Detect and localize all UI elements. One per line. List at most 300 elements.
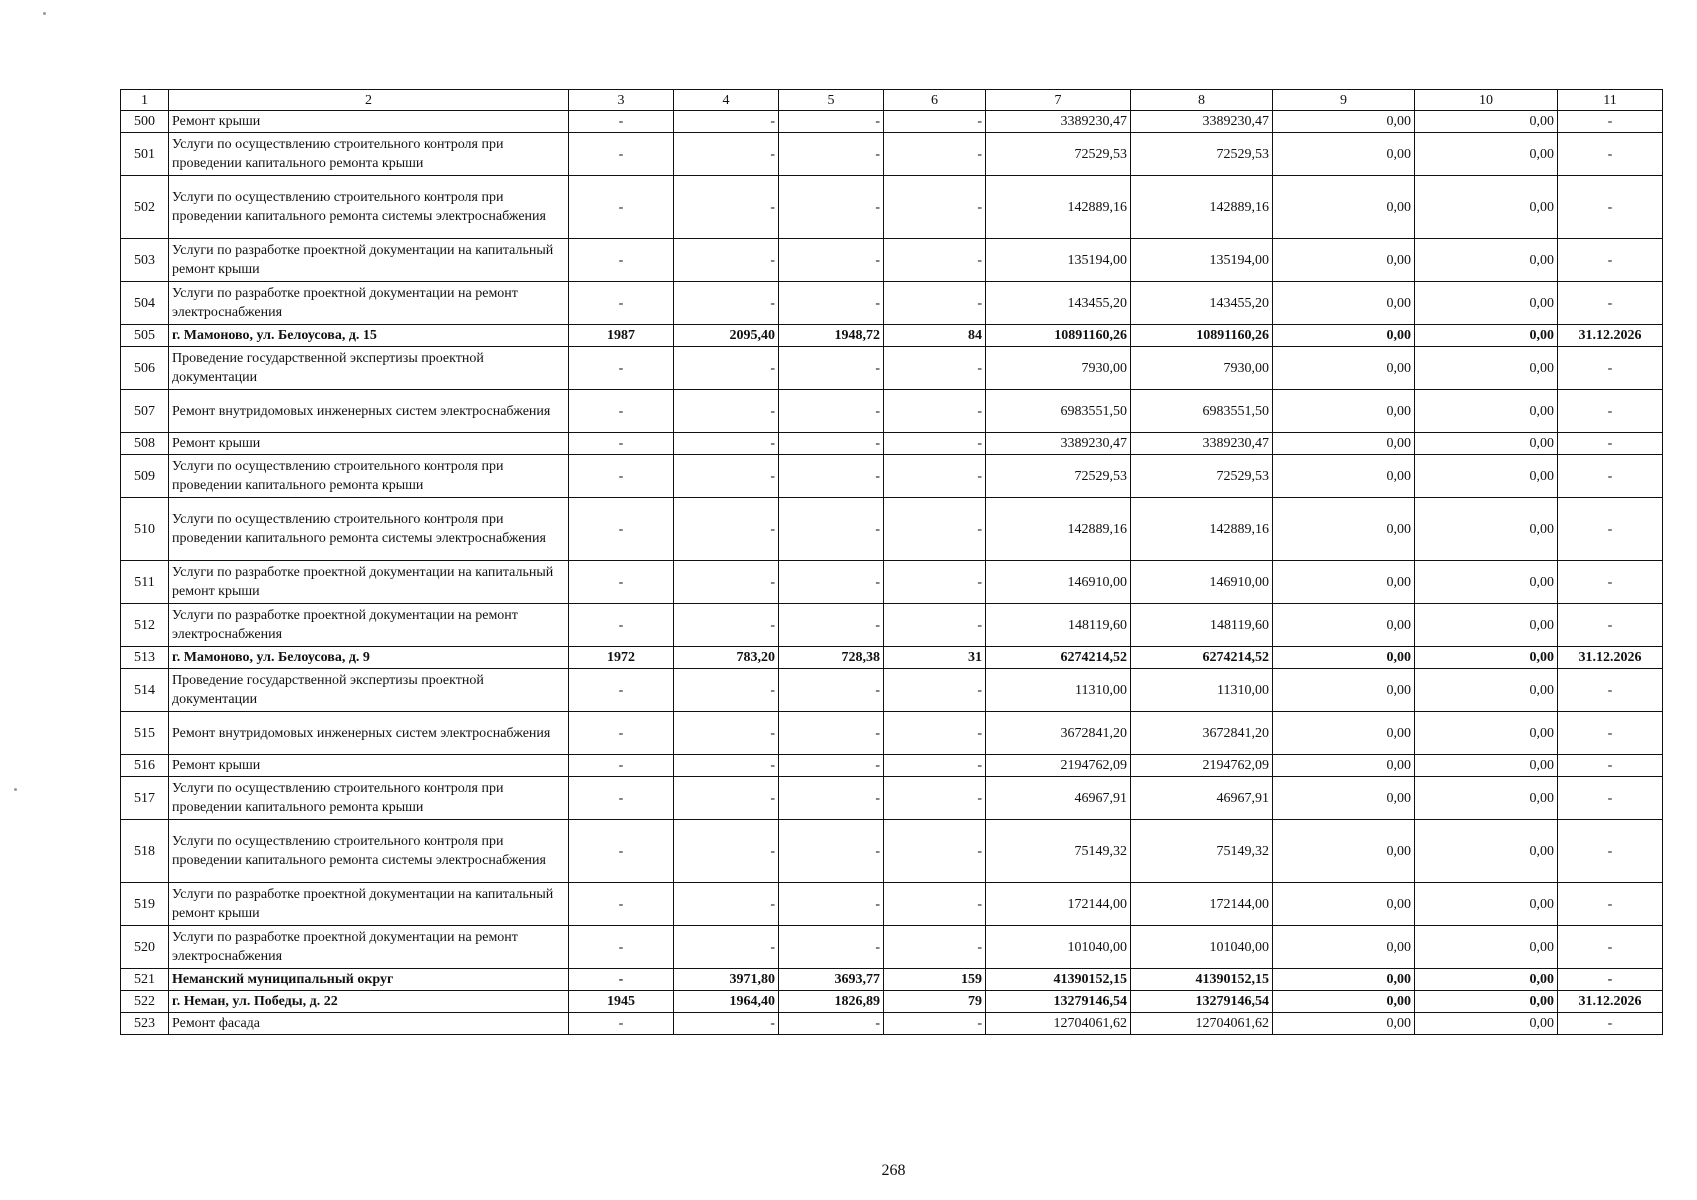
col-11-cell: - (1558, 926, 1663, 969)
col-7-cell: 7930,00 (986, 347, 1131, 390)
table-body (121, 111, 1663, 1035)
col-6-cell: - (884, 669, 986, 712)
col-9-cell: 0,00 (1273, 991, 1415, 1013)
col-4-cell: - (674, 176, 779, 239)
col-11-cell: - (1558, 969, 1663, 991)
col-10-cell: 0,00 (1415, 604, 1558, 647)
col-10-cell: 0,00 (1415, 111, 1558, 133)
work-name-cell: Услуги по разработке проектной документации на ремонт электроснабжения (169, 926, 569, 969)
row-number-cell: 517 (121, 777, 169, 820)
work-name-cell: Неманский муниципальный округ (169, 969, 569, 991)
col-11-cell: - (1558, 111, 1663, 133)
work-name-cell: Услуги по осуществлению строительного контроля при проведении капитального ремонта системы электроснабжения (169, 176, 569, 239)
col-6-cell: 84 (884, 325, 986, 347)
col-6-cell: - (884, 755, 986, 777)
col-3-cell: - (569, 669, 674, 712)
col-5-cell: - (779, 282, 884, 325)
col-9-cell: 0,00 (1273, 111, 1415, 133)
col-4-cell: - (674, 820, 779, 883)
col-6-cell: - (884, 133, 986, 176)
col-6-cell: - (884, 433, 986, 455)
header-cell: 6 (884, 90, 986, 111)
col-11-cell: - (1558, 777, 1663, 820)
col-10-cell: 0,00 (1415, 282, 1558, 325)
col-8-cell: 135194,00 (1131, 239, 1273, 282)
col-9-cell: 0,00 (1273, 669, 1415, 712)
table-row (121, 883, 1663, 926)
col-3-cell: - (569, 133, 674, 176)
col-6-cell: - (884, 111, 986, 133)
col-5-cell: - (779, 498, 884, 561)
col-11-cell: 31.12.2026 (1558, 991, 1663, 1013)
col-6-cell: - (884, 239, 986, 282)
col-3-cell: - (569, 176, 674, 239)
col-5-cell: - (779, 777, 884, 820)
col-11-cell: - (1558, 561, 1663, 604)
col-5-cell: - (779, 604, 884, 647)
col-3-cell: - (569, 926, 674, 969)
col-6-cell: - (884, 604, 986, 647)
col-3-cell: - (569, 561, 674, 604)
col-9-cell: 0,00 (1273, 433, 1415, 455)
col-7-cell: 3672841,20 (986, 712, 1131, 755)
col-10-cell: 0,00 (1415, 883, 1558, 926)
table-row (121, 347, 1663, 390)
col-5-cell: - (779, 1013, 884, 1035)
header-cell: 3 (569, 90, 674, 111)
col-10-cell: 0,00 (1415, 647, 1558, 669)
col-3-cell: - (569, 712, 674, 755)
work-name-cell: Услуги по разработке проектной документации на ремонт электроснабжения (169, 282, 569, 325)
col-11-cell: - (1558, 455, 1663, 498)
table-row (121, 755, 1663, 777)
col-4-cell: - (674, 433, 779, 455)
row-number-cell: 519 (121, 883, 169, 926)
col-8-cell: 3389230,47 (1131, 433, 1273, 455)
table-row (121, 498, 1663, 561)
col-11-cell: - (1558, 433, 1663, 455)
col-11-cell: - (1558, 669, 1663, 712)
col-4-cell: - (674, 498, 779, 561)
col-11-cell: - (1558, 604, 1663, 647)
col-3-cell: - (569, 883, 674, 926)
col-6-cell: - (884, 390, 986, 433)
col-5-cell: - (779, 561, 884, 604)
table-row (121, 239, 1663, 282)
col-3-cell: - (569, 498, 674, 561)
col-9-cell: 0,00 (1273, 777, 1415, 820)
col-10-cell: 0,00 (1415, 433, 1558, 455)
col-11-cell: - (1558, 883, 1663, 926)
col-9-cell: 0,00 (1273, 176, 1415, 239)
col-3-cell: - (569, 969, 674, 991)
row-number-cell: 509 (121, 455, 169, 498)
col-7-cell: 146910,00 (986, 561, 1131, 604)
row-number-cell: 505 (121, 325, 169, 347)
col-10-cell: 0,00 (1415, 561, 1558, 604)
col-6-cell: - (884, 176, 986, 239)
col-10-cell: 0,00 (1415, 820, 1558, 883)
col-3-cell: 1972 (569, 647, 674, 669)
col-4-cell: - (674, 282, 779, 325)
col-4-cell: - (674, 883, 779, 926)
table-row (121, 991, 1663, 1013)
col-10-cell: 0,00 (1415, 926, 1558, 969)
col-10-cell: 0,00 (1415, 239, 1558, 282)
col-4-cell: 2095,40 (674, 325, 779, 347)
col-7-cell: 3389230,47 (986, 433, 1131, 455)
header-cell: 5 (779, 90, 884, 111)
col-8-cell: 10891160,26 (1131, 325, 1273, 347)
col-5-cell: 1826,89 (779, 991, 884, 1013)
work-name-cell: Ремонт внутридомовых инженерных систем электроснабжения (169, 390, 569, 433)
work-name-cell: Ремонт крыши (169, 755, 569, 777)
row-number-cell: 507 (121, 390, 169, 433)
col-7-cell: 143455,20 (986, 282, 1131, 325)
col-4-cell: - (674, 926, 779, 969)
col-10-cell: 0,00 (1415, 347, 1558, 390)
col-8-cell: 72529,53 (1131, 455, 1273, 498)
col-5-cell: - (779, 712, 884, 755)
col-3-cell: - (569, 390, 674, 433)
col-4-cell: - (674, 755, 779, 777)
header-cell: 9 (1273, 90, 1415, 111)
col-4-cell: - (674, 347, 779, 390)
table-row (121, 712, 1663, 755)
col-9-cell: 0,00 (1273, 926, 1415, 969)
row-number-cell: 512 (121, 604, 169, 647)
col-11-cell: - (1558, 1013, 1663, 1035)
col-3-cell: - (569, 1013, 674, 1035)
col-6-cell: - (884, 455, 986, 498)
col-8-cell: 12704061,62 (1131, 1013, 1273, 1035)
col-7-cell: 13279146,54 (986, 991, 1131, 1013)
row-number-cell: 510 (121, 498, 169, 561)
col-8-cell: 7930,00 (1131, 347, 1273, 390)
col-9-cell: 0,00 (1273, 282, 1415, 325)
page-number: 268 (881, 1162, 906, 1179)
col-11-cell: - (1558, 820, 1663, 883)
row-number-cell: 511 (121, 561, 169, 604)
table-row (121, 561, 1663, 604)
col-11-cell: - (1558, 347, 1663, 390)
col-9-cell: 0,00 (1273, 455, 1415, 498)
row-number-cell: 502 (121, 176, 169, 239)
col-4-cell: 783,20 (674, 647, 779, 669)
col-6-cell: - (884, 712, 986, 755)
col-6-cell: 159 (884, 969, 986, 991)
col-9-cell: 0,00 (1273, 755, 1415, 777)
col-7-cell: 11310,00 (986, 669, 1131, 712)
col-8-cell: 143455,20 (1131, 282, 1273, 325)
col-6-cell: - (884, 498, 986, 561)
col-4-cell: - (674, 455, 779, 498)
col-6-cell: - (884, 347, 986, 390)
col-5-cell: - (779, 347, 884, 390)
scan-artifact (43, 12, 46, 15)
col-9-cell: 0,00 (1273, 647, 1415, 669)
col-8-cell: 142889,16 (1131, 176, 1273, 239)
table-row (121, 604, 1663, 647)
row-number-cell: 515 (121, 712, 169, 755)
table-row (121, 433, 1663, 455)
col-4-cell: - (674, 111, 779, 133)
col-6-cell: 79 (884, 991, 986, 1013)
col-9-cell: 0,00 (1273, 1013, 1415, 1035)
col-8-cell: 75149,32 (1131, 820, 1273, 883)
col-11-cell: - (1558, 239, 1663, 282)
col-11-cell: 31.12.2026 (1558, 647, 1663, 669)
work-name-cell: Ремонт крыши (169, 111, 569, 133)
col-7-cell: 142889,16 (986, 176, 1131, 239)
col-11-cell: - (1558, 498, 1663, 561)
header-cell: 11 (1558, 90, 1663, 111)
table-row (121, 820, 1663, 883)
work-name-cell: Ремонт крыши (169, 433, 569, 455)
header-cell: 8 (1131, 90, 1273, 111)
col-3-cell: - (569, 282, 674, 325)
work-name-cell: Проведение государственной экспертизы проектной документации (169, 669, 569, 712)
col-7-cell: 142889,16 (986, 498, 1131, 561)
col-8-cell: 11310,00 (1131, 669, 1273, 712)
work-name-cell: г. Мамоново, ул. Белоусова, д. 15 (169, 325, 569, 347)
row-number-cell: 514 (121, 669, 169, 712)
col-4-cell: - (674, 1013, 779, 1035)
col-5-cell: - (779, 669, 884, 712)
work-name-cell: Услуги по разработке проектной документации на капитальный ремонт крыши (169, 883, 569, 926)
col-3-cell: - (569, 777, 674, 820)
work-name-cell: г. Мамоново, ул. Белоусова, д. 9 (169, 647, 569, 669)
col-5-cell: - (779, 390, 884, 433)
col-6-cell: 31 (884, 647, 986, 669)
col-7-cell: 3389230,47 (986, 111, 1131, 133)
col-7-cell: 101040,00 (986, 926, 1131, 969)
col-5-cell: - (779, 926, 884, 969)
work-name-cell: Услуги по осуществлению строительного контроля при проведении капитального ремонта крыши (169, 777, 569, 820)
col-4-cell: - (674, 669, 779, 712)
col-9-cell: 0,00 (1273, 325, 1415, 347)
col-8-cell: 142889,16 (1131, 498, 1273, 561)
col-6-cell: - (884, 777, 986, 820)
col-6-cell: - (884, 282, 986, 325)
col-9-cell: 0,00 (1273, 883, 1415, 926)
col-9-cell: 0,00 (1273, 239, 1415, 282)
col-6-cell: - (884, 561, 986, 604)
row-number-cell: 520 (121, 926, 169, 969)
table-row (121, 176, 1663, 239)
register-table (120, 89, 1663, 1035)
col-10-cell: 0,00 (1415, 777, 1558, 820)
col-5-cell: 3693,77 (779, 969, 884, 991)
col-6-cell: - (884, 883, 986, 926)
col-5-cell: - (779, 820, 884, 883)
col-3-cell: 1945 (569, 991, 674, 1013)
work-name-cell: Услуги по осуществлению строительного контроля при проведении капитального ремонта крыши (169, 133, 569, 176)
header-cell: 4 (674, 90, 779, 111)
col-10-cell: 0,00 (1415, 669, 1558, 712)
work-name-cell: г. Неман, ул. Победы, д. 22 (169, 991, 569, 1013)
work-name-cell: Услуги по осуществлению строительного контроля при проведении капитального ремонта крыши (169, 455, 569, 498)
row-number-cell: 500 (121, 111, 169, 133)
col-4-cell: - (674, 712, 779, 755)
table-row (121, 325, 1663, 347)
col-6-cell: - (884, 820, 986, 883)
col-4-cell: - (674, 390, 779, 433)
col-5-cell: - (779, 176, 884, 239)
col-10-cell: 0,00 (1415, 1013, 1558, 1035)
work-name-cell: Проведение государственной экспертизы проектной документации (169, 347, 569, 390)
table-row (121, 455, 1663, 498)
scan-artifact (14, 788, 17, 791)
col-8-cell: 3672841,20 (1131, 712, 1273, 755)
col-7-cell: 72529,53 (986, 455, 1131, 498)
col-7-cell: 6983551,50 (986, 390, 1131, 433)
col-8-cell: 13279146,54 (1131, 991, 1273, 1013)
col-7-cell: 10891160,26 (986, 325, 1131, 347)
table-row (121, 926, 1663, 969)
col-8-cell: 2194762,09 (1131, 755, 1273, 777)
col-8-cell: 101040,00 (1131, 926, 1273, 969)
col-7-cell: 46967,91 (986, 777, 1131, 820)
col-7-cell: 135194,00 (986, 239, 1131, 282)
row-number-cell: 504 (121, 282, 169, 325)
col-4-cell: - (674, 777, 779, 820)
col-3-cell: - (569, 455, 674, 498)
col-9-cell: 0,00 (1273, 969, 1415, 991)
col-11-cell: - (1558, 712, 1663, 755)
col-9-cell: 0,00 (1273, 133, 1415, 176)
header-cell: 2 (169, 90, 569, 111)
col-4-cell: 1964,40 (674, 991, 779, 1013)
col-9-cell: 0,00 (1273, 347, 1415, 390)
col-3-cell: - (569, 755, 674, 777)
col-3-cell: - (569, 820, 674, 883)
work-name-cell: Услуги по осуществлению строительного контроля при проведении капитального ремонта системы электроснабжения (169, 820, 569, 883)
work-name-cell: Услуги по осуществлению строительного контроля при проведении капитального ремонта системы электроснабжения (169, 498, 569, 561)
work-name-cell: Услуги по разработке проектной документации на капитальный ремонт крыши (169, 561, 569, 604)
col-5-cell: - (779, 883, 884, 926)
col-5-cell: - (779, 433, 884, 455)
row-number-cell: 513 (121, 647, 169, 669)
col-4-cell: - (674, 239, 779, 282)
row-number-cell: 516 (121, 755, 169, 777)
work-name-cell: Ремонт внутридомовых инженерных систем электроснабжения (169, 712, 569, 755)
col-8-cell: 3389230,47 (1131, 111, 1273, 133)
col-7-cell: 172144,00 (986, 883, 1131, 926)
col-4-cell: 3971,80 (674, 969, 779, 991)
table-row (121, 133, 1663, 176)
col-5-cell: - (779, 111, 884, 133)
col-8-cell: 172144,00 (1131, 883, 1273, 926)
col-11-cell: - (1558, 133, 1663, 176)
col-8-cell: 146910,00 (1131, 561, 1273, 604)
row-number-cell: 503 (121, 239, 169, 282)
col-10-cell: 0,00 (1415, 325, 1558, 347)
col-3-cell: - (569, 239, 674, 282)
col-9-cell: 0,00 (1273, 604, 1415, 647)
header-cell: 1 (121, 90, 169, 111)
table-row (121, 111, 1663, 133)
col-9-cell: 0,00 (1273, 561, 1415, 604)
col-5-cell: - (779, 133, 884, 176)
col-5-cell: - (779, 455, 884, 498)
col-4-cell: - (674, 604, 779, 647)
header-cell: 10 (1415, 90, 1558, 111)
col-8-cell: 41390152,15 (1131, 969, 1273, 991)
col-11-cell: - (1558, 282, 1663, 325)
col-5-cell: 1948,72 (779, 325, 884, 347)
col-9-cell: 0,00 (1273, 820, 1415, 883)
col-3-cell: - (569, 604, 674, 647)
table-row (121, 647, 1663, 669)
header-cell: 7 (986, 90, 1131, 111)
col-7-cell: 12704061,62 (986, 1013, 1131, 1035)
col-11-cell: - (1558, 390, 1663, 433)
col-7-cell: 72529,53 (986, 133, 1131, 176)
col-7-cell: 75149,32 (986, 820, 1131, 883)
col-8-cell: 6274214,52 (1131, 647, 1273, 669)
col-10-cell: 0,00 (1415, 455, 1558, 498)
table-row (121, 777, 1663, 820)
row-number-cell: 518 (121, 820, 169, 883)
col-6-cell: - (884, 926, 986, 969)
col-9-cell: 0,00 (1273, 390, 1415, 433)
table-row (121, 669, 1663, 712)
col-10-cell: 0,00 (1415, 712, 1558, 755)
row-number-cell: 521 (121, 969, 169, 991)
row-number-cell: 501 (121, 133, 169, 176)
table-row (121, 282, 1663, 325)
work-name-cell: Услуги по разработке проектной документации на ремонт электроснабжения (169, 604, 569, 647)
col-8-cell: 46967,91 (1131, 777, 1273, 820)
col-8-cell: 72529,53 (1131, 133, 1273, 176)
row-number-cell: 508 (121, 433, 169, 455)
col-6-cell: - (884, 1013, 986, 1035)
table-row (121, 969, 1663, 991)
row-number-cell: 522 (121, 991, 169, 1013)
col-3-cell: - (569, 347, 674, 390)
col-9-cell: 0,00 (1273, 712, 1415, 755)
col-11-cell: - (1558, 755, 1663, 777)
col-7-cell: 148119,60 (986, 604, 1131, 647)
col-10-cell: 0,00 (1415, 133, 1558, 176)
work-name-cell: Ремонт фасада (169, 1013, 569, 1035)
col-8-cell: 6983551,50 (1131, 390, 1273, 433)
col-4-cell: - (674, 561, 779, 604)
col-5-cell: 728,38 (779, 647, 884, 669)
col-10-cell: 0,00 (1415, 498, 1558, 561)
col-7-cell: 6274214,52 (986, 647, 1131, 669)
col-5-cell: - (779, 755, 884, 777)
col-8-cell: 148119,60 (1131, 604, 1273, 647)
col-3-cell: - (569, 111, 674, 133)
col-5-cell: - (779, 239, 884, 282)
col-11-cell: - (1558, 176, 1663, 239)
col-10-cell: 0,00 (1415, 176, 1558, 239)
col-10-cell: 0,00 (1415, 969, 1558, 991)
col-7-cell: 41390152,15 (986, 969, 1131, 991)
col-10-cell: 0,00 (1415, 755, 1558, 777)
col-10-cell: 0,00 (1415, 991, 1558, 1013)
table-row (121, 390, 1663, 433)
col-3-cell: 1987 (569, 325, 674, 347)
col-3-cell: - (569, 433, 674, 455)
col-10-cell: 0,00 (1415, 390, 1558, 433)
col-7-cell: 2194762,09 (986, 755, 1131, 777)
table-header-row (121, 90, 1663, 111)
row-number-cell: 523 (121, 1013, 169, 1035)
col-11-cell: 31.12.2026 (1558, 325, 1663, 347)
